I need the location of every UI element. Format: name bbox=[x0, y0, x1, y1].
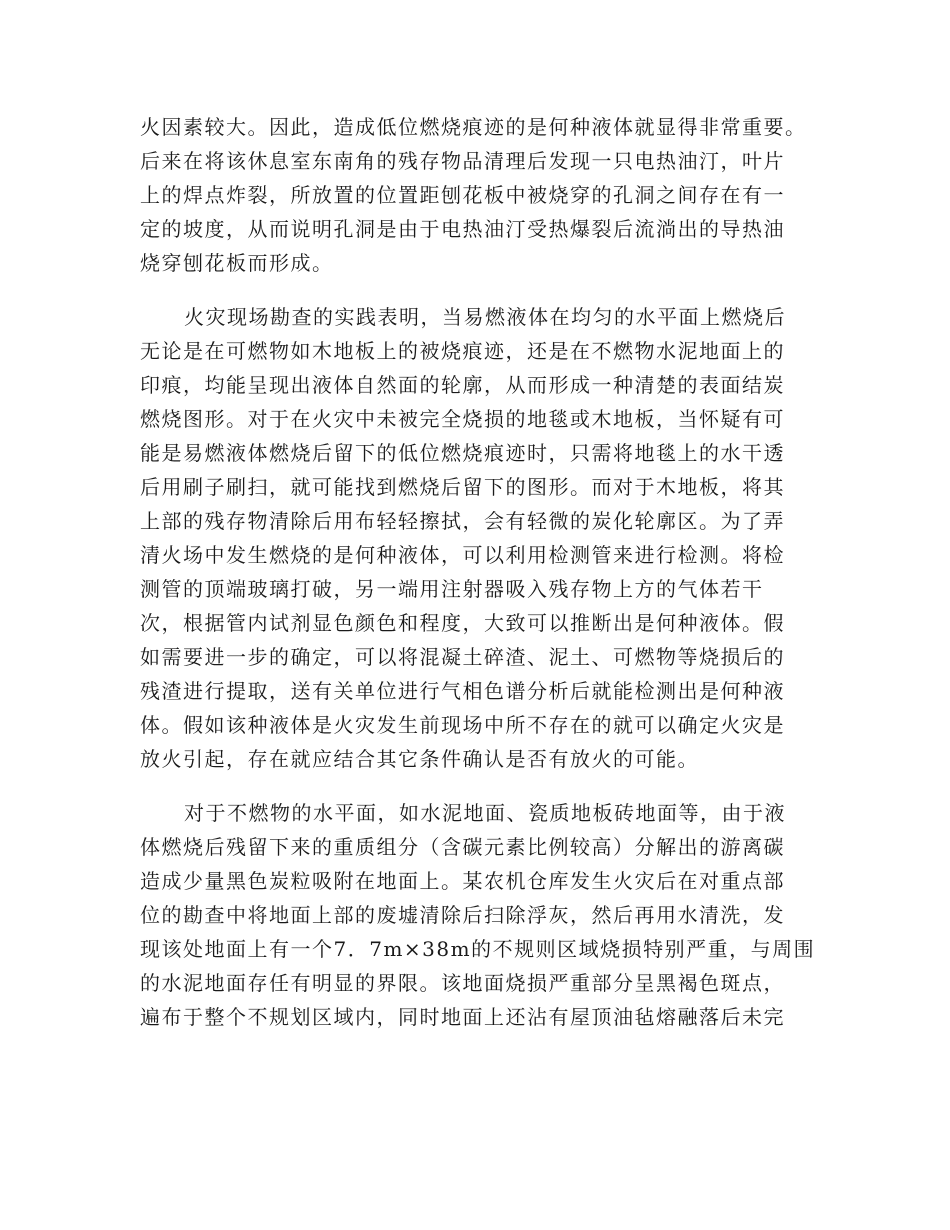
text-line: 火因素较大。因此，造成低位燃烧痕迹的是何种液体就显得非常重要。 bbox=[140, 115, 807, 139]
paragraph-gap bbox=[140, 280, 800, 300]
text-line: 火灾现场勘查的实践表明，当易燃液体在均匀的水平面上燃烧后 bbox=[184, 305, 786, 329]
text-line: 放火引起，存在就应结合其它条件确认是否有放火的可能。 bbox=[140, 747, 699, 771]
text-line: 体。假如该种液体是火灾发生前现场中所不存在的就可以确定火灾是 bbox=[140, 713, 785, 737]
text-line: 的水泥地面存任有明显的界限。该地面烧损严重部分呈黑褐色斑点， bbox=[140, 971, 785, 995]
text-line: 遍布于整个不规划区域内，同时地面上还沾有屋顶油毡熔融落后未完 bbox=[140, 1005, 785, 1029]
text-line: 定的坡度，从而说明孔洞是由于电热油汀受热爆裂后流淌出的导热油 bbox=[140, 217, 785, 241]
text-line: 清火场中发生燃烧的是何种液体，可以利用检测管来进行检测。将检 bbox=[140, 543, 785, 567]
text-line: 上的焊点炸裂，所放置的位置距刨花板中被烧穿的孔洞之间存在有一 bbox=[140, 183, 785, 207]
text-line: 如需要进一步的确定，可以将混凝土碎渣、泥土、可燃物等烧损后的 bbox=[140, 645, 785, 669]
text-line: 测管的顶端玻璃打破，另一端用注射器吸入残存物上方的气体若干 bbox=[140, 577, 764, 601]
text-line: 上部的残存物清除后用布轻轻擦拭，会有轻微的炭化轮廓区。为了弄 bbox=[140, 509, 785, 533]
text-line: 造成少量黑色炭粒吸附在地面上。某农机仓库发生火灾后在对重点部 bbox=[140, 869, 785, 893]
paragraph-3 bbox=[140, 796, 816, 1034]
paragraph-2 bbox=[140, 300, 800, 776]
text-line: 次，根据管内试剂显色颜色和程度，大致可以推断出是何种液体。假 bbox=[140, 611, 785, 635]
document-body bbox=[140, 110, 816, 1034]
text-line: 后来在将该休息室东南角的残存物品清理后发现一只电热油汀，叶片 bbox=[140, 149, 785, 173]
paragraph-gap bbox=[140, 776, 800, 796]
text-line: 现该处地面上有一个7．7m×38m的不规则区域烧损特别严重，与周围 bbox=[140, 937, 816, 961]
text-line: 烧穿刨花板而形成。 bbox=[140, 251, 334, 275]
paragraph-1 bbox=[140, 110, 807, 280]
text-line: 能是易燃液体燃烧后留下的低位燃烧痕迹时，只需将地毯上的水干透 bbox=[140, 441, 785, 465]
text-line: 无论是在可燃物如木地板上的被烧痕迹，还是在不燃物水泥地面上的 bbox=[140, 339, 785, 363]
text-line: 对于不燃物的水平面，如水泥地面、瓷质地板砖地面等，由于液 bbox=[184, 801, 786, 825]
text-line: 体燃烧后残留下来的重质组分（含碳元素比例较高）分解出的游离碳 bbox=[140, 835, 785, 859]
text-line: 残渣进行提取，送有关单位进行气相色谱分析后就能检测出是何种液 bbox=[140, 679, 785, 703]
text-line: 后用刷子刷扫，就可能找到燃烧后留下的图形。而对于木地板，将其 bbox=[140, 475, 785, 499]
text-line: 印痕，均能呈现出液体自然面的轮廓，从而形成一种清楚的表面结炭 bbox=[140, 373, 785, 397]
text-line: 位的勘查中将地面上部的废墟清除后扫除浮灰，然后再用水清洗，发 bbox=[140, 903, 785, 927]
text-line: 燃烧图形。对于在火灾中未被完全烧损的地毯或木地板，当怀疑有可 bbox=[140, 407, 785, 431]
